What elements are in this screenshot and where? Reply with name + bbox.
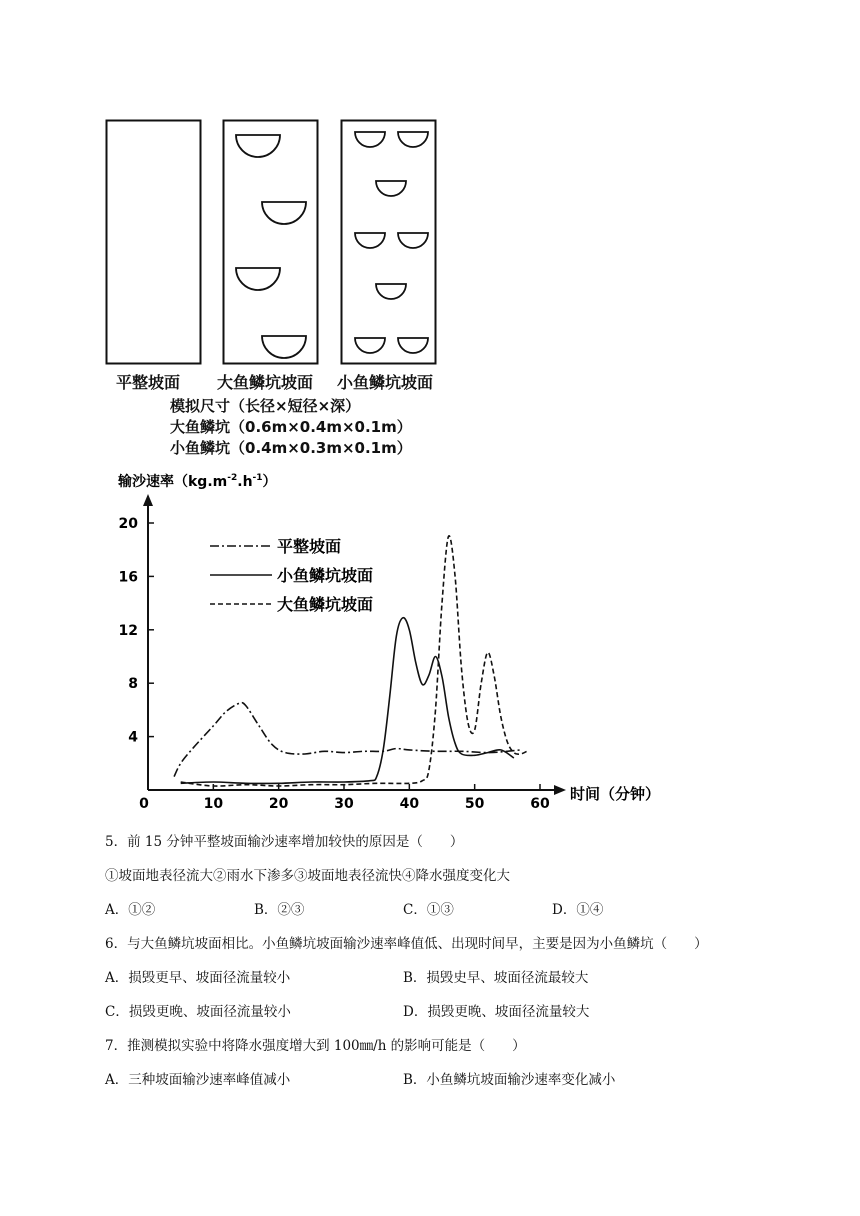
spec-line: 小鱼鳞坑（0.4m×0.3m×0.1m） (170, 439, 412, 457)
y-tick-label: 16 (118, 569, 138, 586)
large-pit (236, 135, 280, 157)
question-5-statements: ①坡面地表径流大②雨水下渗多③坡面地表径流快④降水强度变化大 (105, 868, 510, 884)
large-pit-slope-panel (224, 121, 318, 364)
question-5-stem: 5．前 15 分钟平整坡面输沙速率增加较快的原因是（ ） (105, 834, 464, 850)
x-tick-label: 0 (139, 796, 149, 812)
question-5-option-d: D．①④ (552, 902, 604, 918)
question-7-option-a: A．三种坡面输沙速率峰值减小 (105, 1072, 291, 1088)
small-pit-group (355, 132, 428, 353)
series-line-1 (174, 703, 520, 777)
spec-block (170, 396, 412, 459)
question-5-option-b: B．②③ (254, 902, 305, 918)
slope-diagram (0, 0, 860, 370)
x-tick-label: 60 (530, 796, 550, 812)
x-tick-label: 50 (464, 796, 485, 812)
question-7-stem: 7．推测模拟实验中将降水强度增大到 100㎜/h 的影响可能是（ ） (105, 1038, 526, 1054)
legend-entry: 大鱼鳞坑坡面 (277, 595, 374, 614)
question-7-option-b: B．小鱼鳞坑坡面输沙速率变化减小 (403, 1072, 616, 1088)
small-pit (355, 132, 385, 147)
chart-legend (210, 537, 373, 614)
y-tick-label: 4 (128, 729, 138, 746)
x-tick-label: 30 (334, 796, 354, 812)
legend-entry: 平整坡面 (277, 537, 342, 556)
flat-slope-label: 平整坡面 (116, 373, 181, 392)
y-tick-label: 12 (118, 622, 138, 639)
y-tick-label: 8 (128, 676, 138, 693)
small-pit (355, 338, 385, 353)
question-6-option-c: C．损毁更晚、坡面径流量较小 (105, 1004, 291, 1020)
spec-line: 模拟尺寸（长径×短径×深） (170, 397, 361, 415)
small-pit-slope-panel (342, 121, 436, 364)
question-5-option-c: C．①③ (403, 902, 454, 918)
spec-line: 大鱼鳞坑（0.6m×0.4m×0.1m） (170, 418, 412, 436)
chart-axes (119, 494, 566, 812)
x-tick-label: 10 (203, 796, 224, 812)
small-pit (398, 233, 428, 248)
question-6-option-a: A．损毁更早、坡面径流量较小 (105, 970, 291, 986)
legend-entry: 小鱼鳞坑坡面 (277, 566, 374, 585)
small-pit (398, 132, 428, 147)
y-axis-arrow (143, 494, 153, 506)
flat-slope-panel (107, 121, 201, 364)
x-axis-arrow (554, 785, 566, 795)
large-pit-slope-label: 大鱼鳞坑坡面 (217, 373, 314, 392)
question-6-stem: 6．与大鱼鳞坑坡面相比。小鱼鳞坑坡面输沙速率峰值低、出现时间早，主要是因为小鱼鳞坑（ ） (105, 936, 708, 952)
large-pit-group (236, 135, 306, 358)
large-pit (262, 336, 306, 358)
x-tick-label: 40 (399, 796, 420, 812)
question-6-option-d: D．损毁更晚、坡面径流量较大 (403, 1004, 590, 1020)
y-axis-label: 输沙速率$(kg.m^{-2}.h^{-1})$ (118, 473, 277, 490)
small-pit-slope-label: 小鱼鳞坑坡面 (337, 373, 434, 392)
small-pit (376, 181, 406, 196)
x-tick-label: 20 (268, 796, 289, 812)
small-pit (398, 338, 428, 353)
x-axis-label: 时间（分钟） (570, 785, 661, 803)
question-5-option-a: A．①② (105, 902, 156, 918)
question-6-option-b: B．损毁史早、坡面径流最较大 (403, 970, 589, 986)
y-tick-label: 20 (118, 516, 138, 532)
large-pit (236, 268, 280, 290)
small-pit (355, 233, 385, 248)
sediment-rate-chart (0, 460, 860, 815)
large-pit (262, 202, 306, 224)
small-pit (376, 284, 406, 299)
